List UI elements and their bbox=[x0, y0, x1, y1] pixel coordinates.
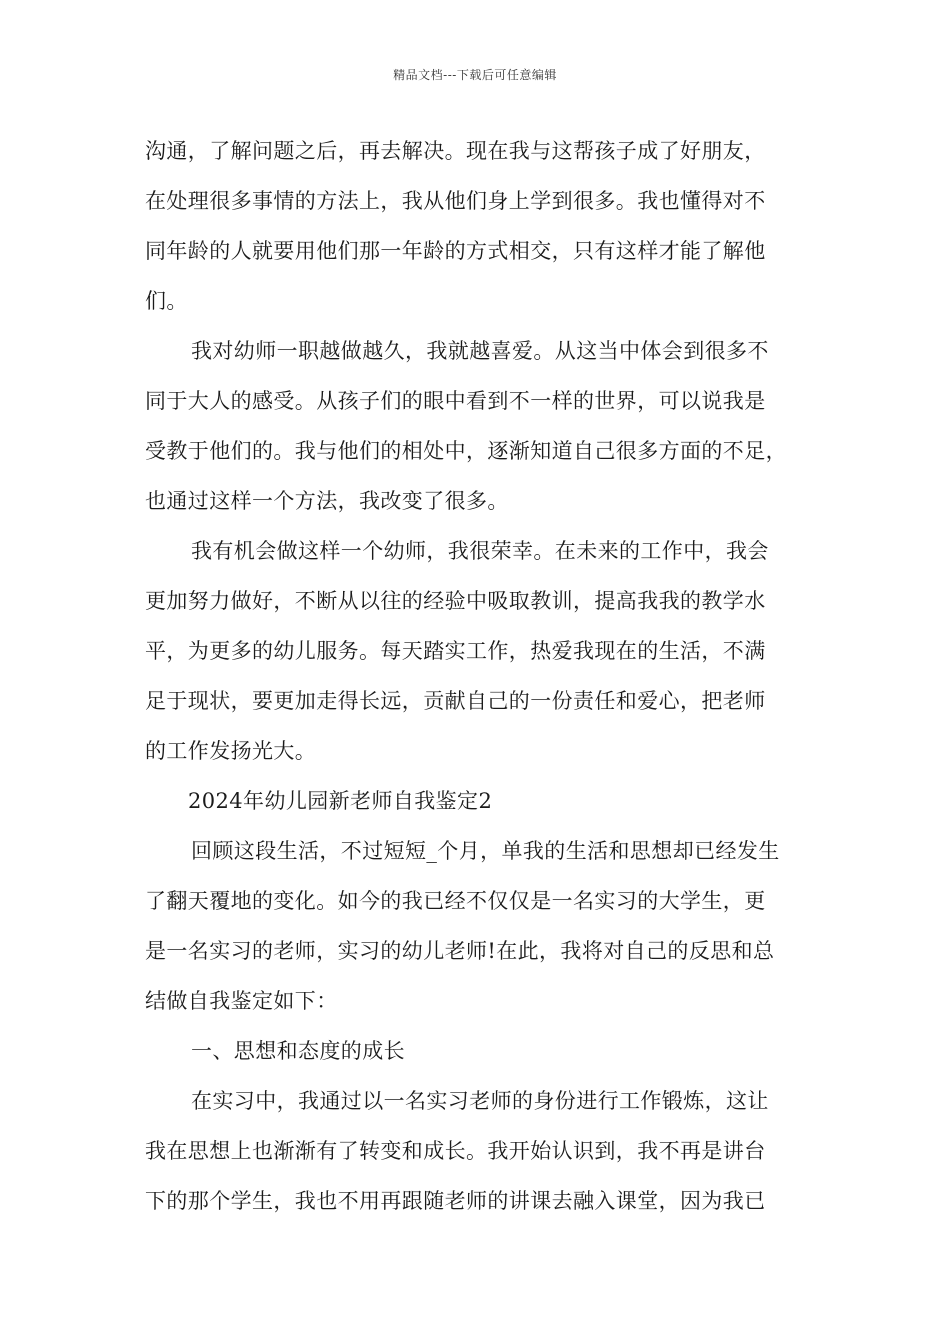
text-line: 更加努力做好，不断从以往的经验中吸取教训，提高我我的教学水 bbox=[145, 589, 766, 613]
document-body bbox=[145, 126, 817, 1226]
text-line: 们。 bbox=[145, 289, 188, 313]
text-line: 一、思想和态度的成长 bbox=[191, 1039, 405, 1063]
text-line: 结做自我鉴定如下： bbox=[145, 989, 338, 1013]
text-line: 在处理很多事情的方法上，我从他们身上学到很多。我也懂得对不 bbox=[145, 189, 766, 213]
text-line: 受教于他们的。我与他们的相处中，逐渐知道自己很多方面的不足， bbox=[145, 439, 787, 463]
text-line: 的工作发扬光大。 bbox=[145, 739, 317, 763]
section-heading: 2024年幼儿园新老师自我鉴定2 bbox=[188, 789, 493, 813]
text-line: 我有机会做这样一个幼师，我很荣幸。在未来的工作中，我会 bbox=[191, 539, 769, 563]
text-line: 了翻天覆地的变化。如今的我已经不仅仅是一名实习的大学生，更 bbox=[145, 889, 766, 913]
text-line: 我在思想上也渐渐有了转变和成长。我开始认识到，我不再是讲台 bbox=[145, 1139, 766, 1163]
text-line: 足于现状，要更加走得长远，贡献自己的一份责任和爱心，把老师 bbox=[145, 689, 766, 713]
text-line: 是一名实习的老师，实习的幼儿老师!在此，我将对自己的反思和总 bbox=[145, 939, 775, 963]
text-line: 同于大人的感受。从孩子们的眼中看到不一样的世界，可以说我是 bbox=[145, 389, 766, 413]
text-line: 同年龄的人就要用他们那一年龄的方式相交，只有这样才能了解他 bbox=[145, 239, 766, 263]
text-line: 在实习中，我通过以一名实习老师的身份进行工作锻炼，这让 bbox=[191, 1089, 769, 1113]
page-header: 精品文档---下载后可任意编辑 bbox=[393, 68, 557, 82]
text-line: 回顾这段生活，不过短短_个月，单我的生活和思想却已经发生 bbox=[191, 839, 780, 863]
text-line: 我对幼师一职越做越久，我就越喜爱。从这当中体会到很多不 bbox=[191, 339, 769, 363]
text-line: 沟通，了解问题之后，再去解决。现在我与这帮孩子成了好朋友， bbox=[145, 139, 766, 163]
text-line: 也通过这样一个方法，我改变了很多。 bbox=[145, 489, 509, 513]
text-line: 下的那个学生，我也不用再跟随老师的讲课去融入课堂，因为我已 bbox=[145, 1189, 766, 1213]
text-line: 平，为更多的幼儿服务。每天踏实工作，热爱我现在的生活，不满 bbox=[145, 639, 766, 663]
